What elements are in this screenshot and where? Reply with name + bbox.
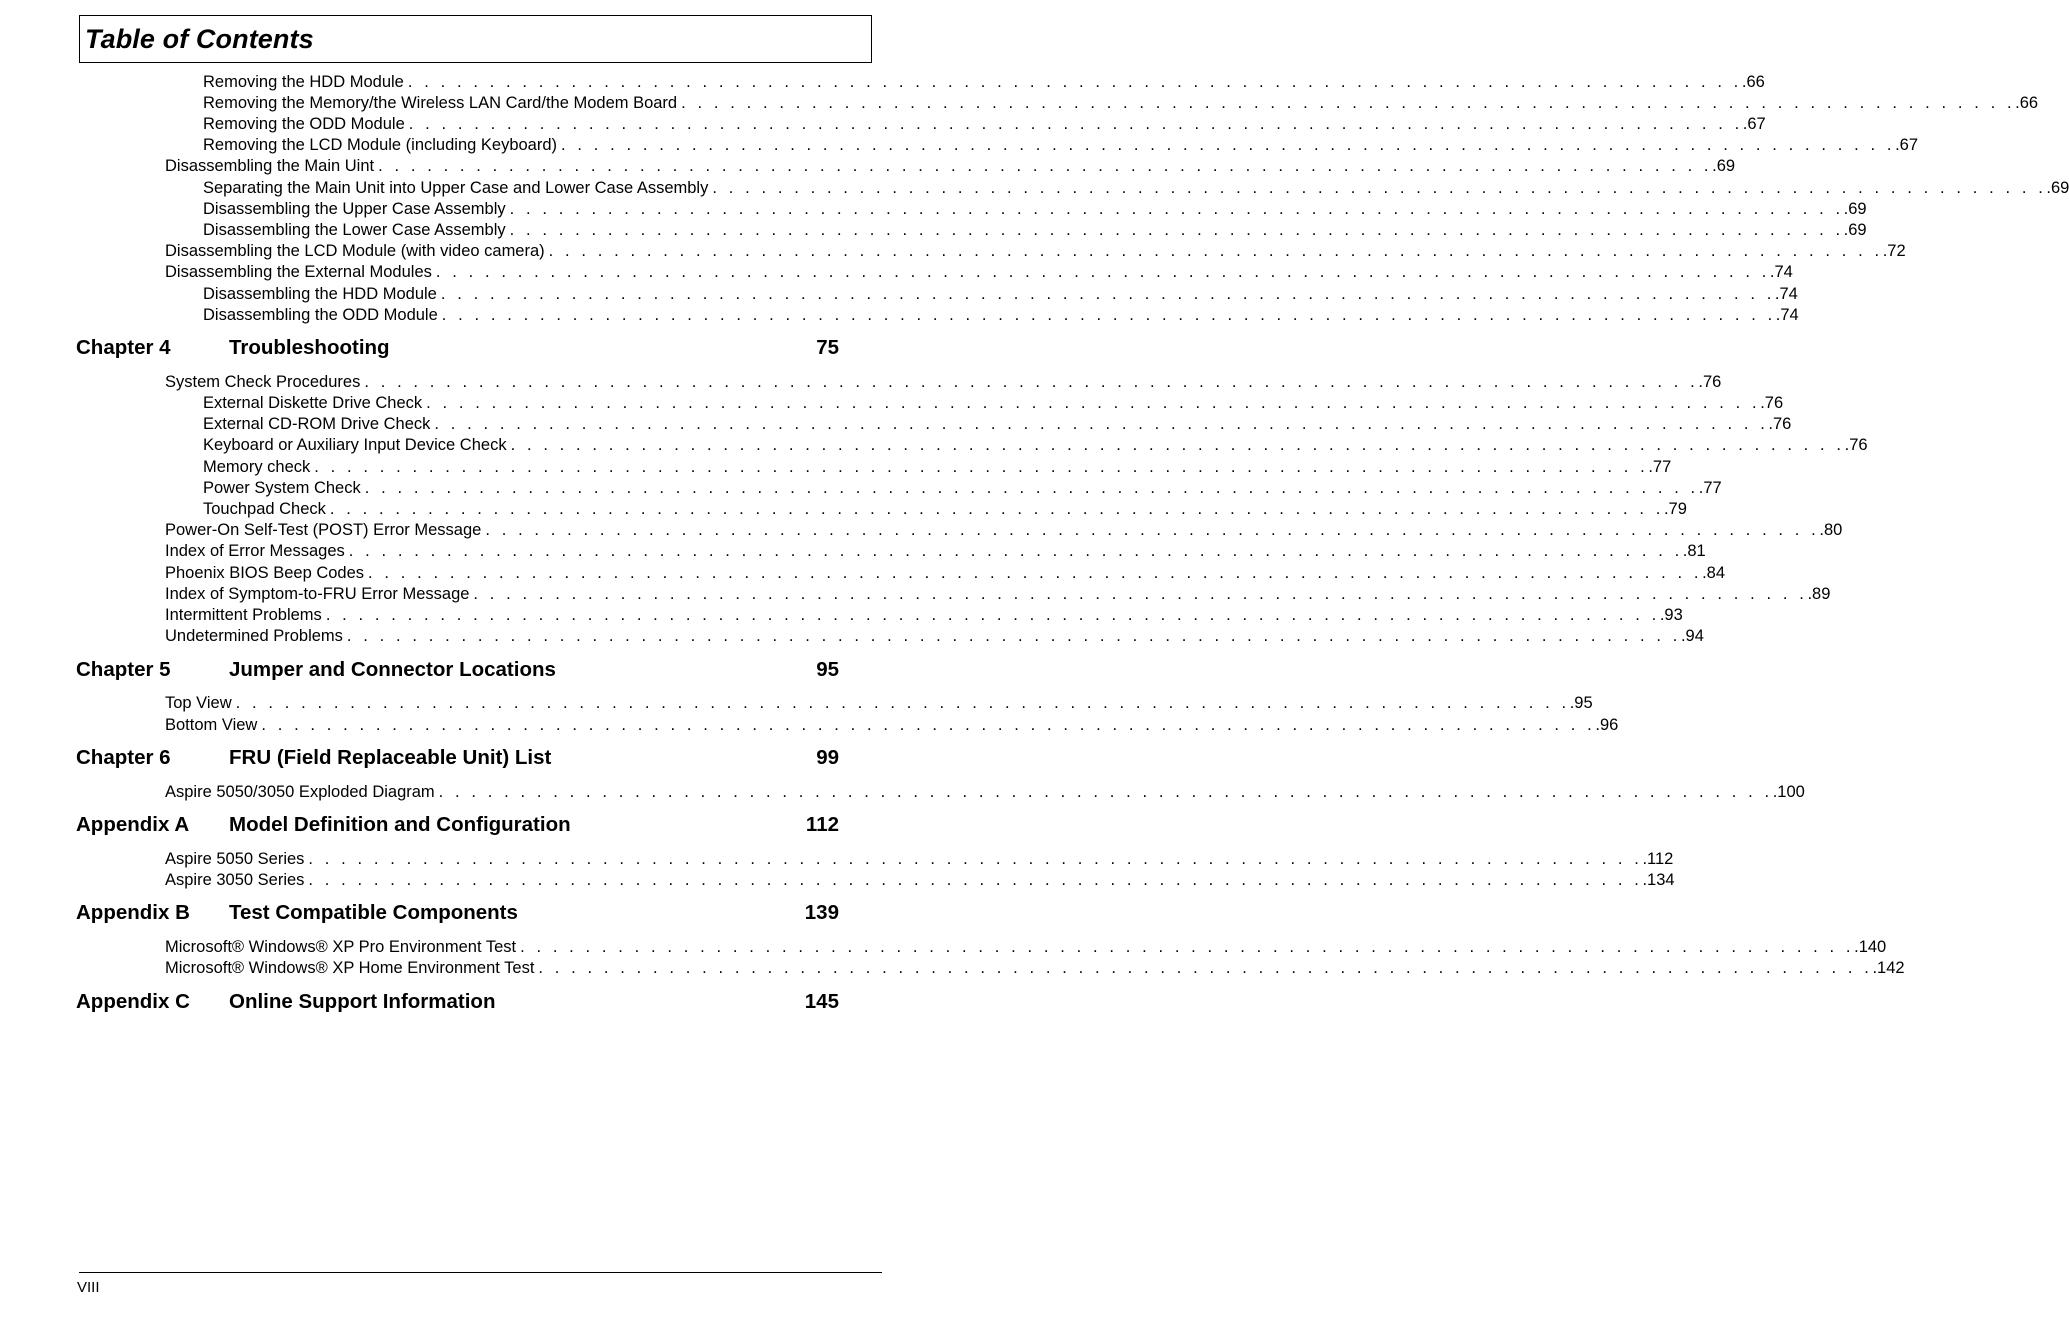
toc-chapter-heading[interactable] bbox=[76, 901, 839, 927]
chapter-number: Appendix A bbox=[76, 813, 190, 836]
toc-entry[interactable] bbox=[165, 626, 1704, 646]
toc-entry-page: .95 bbox=[1569, 694, 1593, 712]
toc-chapter-heading[interactable] bbox=[76, 336, 839, 362]
toc-entry-label: Index of Symptom-to-FRU Error Message bbox=[165, 585, 470, 603]
toc-entry[interactable] bbox=[203, 178, 2069, 198]
toc-entry-label: Index of Error Messages bbox=[165, 542, 345, 560]
toc-entry[interactable] bbox=[165, 372, 1722, 392]
toc-entry[interactable] bbox=[203, 414, 1792, 434]
toc-entry-label: Microsoft® Windows® XP Home Environment Test bbox=[165, 959, 535, 977]
toc-chapter-heading[interactable] bbox=[76, 990, 839, 1016]
toc-entry[interactable] bbox=[203, 135, 1918, 155]
toc-entry-page: .96 bbox=[1595, 716, 1619, 734]
toc-entry-label: External CD-ROM Drive Check bbox=[203, 415, 431, 433]
dot-leader: . . . . . . . . . . . . . . . . . . . . . . . . . . . . . . . . . . . . . . . . . . . . . . . . . . . . . . . . . . . . . . . . . . . . . . . . . . . . . . . . . . bbox=[348, 542, 1683, 560]
toc-chapter-heading[interactable] bbox=[76, 746, 839, 772]
chapter-title: Jumper and Connector Locations bbox=[229, 658, 556, 681]
toc-entry-page: .76 bbox=[1698, 373, 1722, 391]
toc-entry-label: Disassembling the Lower Case Assembly bbox=[203, 221, 506, 239]
toc-entry-label: Power-On Self-Test (POST) Error Message bbox=[165, 521, 482, 539]
chapter-title: Model Definition and Configuration bbox=[229, 813, 571, 836]
toc-chapter-heading[interactable] bbox=[76, 813, 839, 839]
chapter-page: 95 bbox=[816, 658, 839, 681]
chapter-page: 112 bbox=[805, 813, 839, 836]
toc-entry-label: System Check Procedures bbox=[165, 373, 361, 391]
toc-entry[interactable] bbox=[165, 715, 1619, 735]
toc-entry-label: Separating the Main Unit into Upper Case and Lower Case Assembly bbox=[203, 179, 709, 197]
toc-entry-label: Disassembling the HDD Module bbox=[203, 285, 437, 303]
toc-entry-label: Removing the ODD Module bbox=[203, 115, 405, 133]
toc-entry-page: .69 bbox=[1843, 200, 1867, 218]
toc-entry[interactable] bbox=[203, 220, 1867, 240]
toc-entry-page: .81 bbox=[1682, 542, 1706, 560]
dot-leader: . . . . . . . . . . . . . . . . . . . . . . . . . . . . . . . . . . . . . . . . . . . . . . . . . . . . . . . . . . . . . . . . . . . . . . . . . . . . . . . . . . bbox=[261, 716, 1596, 734]
dot-leader: . . . . . . . . . . . . . . . . . . . . . . . . . . . . . . . . . . . . . . . . . . . . . . . . . . . . . . . . . . . . . . . . . . . . . . . . . . . . . . . . . . bbox=[426, 394, 1761, 412]
toc-entry[interactable] bbox=[165, 241, 1906, 261]
toc-entry-label: Keyboard or Auxiliary Input Device Check bbox=[203, 436, 507, 454]
toc-entry-label: Disassembling the Upper Case Assembly bbox=[203, 200, 506, 218]
chapter-title: Online Support Information bbox=[229, 990, 496, 1013]
toc-entry-page: .74 bbox=[1774, 285, 1798, 303]
chapter-number: Chapter 6 bbox=[76, 746, 171, 769]
toc-entry-page: .79 bbox=[1663, 500, 1687, 518]
toc-entry-label: Disassembling the Main Uint bbox=[165, 157, 375, 175]
toc-entry-page: .67 bbox=[1742, 115, 1766, 133]
dot-leader: . . . . . . . . . . . . . . . . . . . . . . . . . . . . . . . . . . . . . . . . . . . . . . . . . . . . . . . . . . . . . . . . . . . . . . . . . . . . . . . . . . bbox=[712, 179, 2047, 197]
chapter-page: 75 bbox=[816, 336, 839, 359]
toc-entry-label: Aspire 3050 Series bbox=[165, 871, 305, 889]
dot-leader: . . . . . . . . . . . . . . . . . . . . . . . . . . . . . . . . . . . . . . . . . . . . . . . . . . . . . . . . . . . . . . . . . . . . . . . . . . . . . . . . . . bbox=[364, 373, 1699, 391]
toc-entry[interactable] bbox=[165, 541, 1706, 561]
toc-entry-label: Microsoft® Windows® XP Pro Environment Test bbox=[165, 938, 517, 956]
toc-entry-label: Top View bbox=[165, 694, 232, 712]
toc-entry[interactable] bbox=[165, 262, 1793, 282]
toc-entry-page: .80 bbox=[1819, 521, 1843, 539]
toc-entry-label: Aspire 5050 Series bbox=[165, 850, 305, 868]
toc-entry-label: Power System Check bbox=[203, 479, 361, 497]
toc-entry[interactable] bbox=[165, 520, 1843, 540]
toc-entry-page: .76 bbox=[1760, 394, 1784, 412]
toc-entry-page: .140 bbox=[1854, 938, 1887, 956]
chapter-title: Test Compatible Components bbox=[229, 901, 518, 924]
toc-entry[interactable] bbox=[203, 114, 1766, 134]
toc-entry[interactable] bbox=[165, 937, 1887, 957]
chapter-number: Appendix B bbox=[76, 901, 190, 924]
toc-entry-page: .69 bbox=[1712, 157, 1736, 175]
dot-leader: . . . . . . . . . . . . . . . . . . . . . . . . . . . . . . . . . . . . . . . . . . . . . . . . . . . . . . . . . . . . . . . . . . . . . . . . . . . . . . . . . . bbox=[378, 157, 1713, 175]
dot-leader: . . . . . . . . . . . . . . . . . . . . . . . . . . . . . . . . . . . . . . . . . . . . . . . . . . . . . . . . . . . . . . . . . . . . . . . . . . . . . . . . . . bbox=[681, 94, 2016, 112]
chapter-number: Chapter 5 bbox=[76, 658, 171, 681]
toc-entry-page: .72 bbox=[1882, 242, 1906, 260]
toc-entry-page: .76 bbox=[1844, 436, 1868, 454]
toc-entry[interactable] bbox=[203, 478, 1722, 498]
toc-entry-label: Aspire 5050/3050 Exploded Diagram bbox=[165, 783, 435, 801]
toc-entry-page: .74 bbox=[1769, 263, 1793, 281]
toc-entry[interactable] bbox=[203, 499, 1687, 519]
toc-entry-page: .112 bbox=[1642, 850, 1674, 868]
toc-entry-page: .69 bbox=[2046, 179, 2069, 197]
toc-entry-label: External Diskette Drive Check bbox=[203, 394, 423, 412]
chapter-page: 139 bbox=[804, 901, 839, 924]
toc-entry[interactable] bbox=[165, 563, 1726, 583]
chapter-page: 145 bbox=[804, 990, 839, 1013]
chapter-page: 99 bbox=[816, 746, 839, 769]
dot-leader: . . . . . . . . . . . . . . . . . . . . . . . . . . . . . . . . . . . . . . . . . . . . . . . . . . . . . . . . . . . . . . . . . . . . . . . . . . . . . . . . . . bbox=[325, 606, 1660, 624]
toc-entry-label: Undetermined Problems bbox=[165, 627, 343, 645]
dot-leader: . . . . . . . . . . . . . . . . . . . . . . . . . . . . . . . . . . . . . . . . . . . . . . . . . . . . . . . . . . . . . . . . . . . . . . . . . . . . . . . . . . bbox=[346, 627, 1681, 645]
toc-entry-label: Intermittent Problems bbox=[165, 606, 322, 624]
dot-leader: . . . . . . . . . . . . . . . . . . . . . . . . . . . . . . . . . . . . . . . . . . . . . . . . . . . . . . . . . . . . . . . . . . . . . . . . . . . . . . . . . . bbox=[308, 850, 1643, 868]
toc-entry[interactable] bbox=[165, 870, 1675, 890]
toc-entry-page: .100 bbox=[1772, 783, 1805, 801]
toc-entry[interactable] bbox=[203, 435, 1868, 455]
page-title: Table of Contents bbox=[85, 24, 314, 54]
toc-entry-page: .77 bbox=[1648, 458, 1672, 476]
dot-leader: . . . . . . . . . . . . . . . . . . . . . . . . . . . . . . . . . . . . . . . . . . . . . . . . . . . . . . . . . . . . . . . . . . . . . . . . . . . . . . . . . . bbox=[520, 938, 1855, 956]
toc-entry-page: .76 bbox=[1768, 415, 1792, 433]
toc-entry-label: Phoenix BIOS Beep Codes bbox=[165, 564, 365, 582]
toc-entry-label: Disassembling the ODD Module bbox=[203, 306, 438, 324]
toc-entry-label: Removing the LCD Module (including Keyboard) bbox=[203, 136, 558, 154]
dot-leader: . . . . . . . . . . . . . . . . . . . . . . . . . . . . . . . . . . . . . . . . . . . . . . . . . . . . . . . . . . . . . . . . . . . . . . . . . . . . . . . . . . bbox=[408, 115, 1743, 133]
toc-entry-label: Disassembling the LCD Module (with video camera) bbox=[165, 242, 545, 260]
chapter-number: Chapter 4 bbox=[76, 336, 171, 359]
toc-entry-page: .74 bbox=[1775, 306, 1799, 324]
toc-entry[interactable] bbox=[165, 958, 1905, 978]
toc-entry-label: Removing the Memory/the Wireless LAN Card/the Modem Board bbox=[203, 94, 678, 112]
dot-leader: . . . . . . . . . . . . . . . . . . . . . . . . . . . . . . . . . . . . . . . . . . . . . . . . . . . . . . . . . . . . . . . . . . . . . . . . . . . . . . . . . . bbox=[538, 959, 1873, 977]
toc-entry[interactable] bbox=[165, 584, 1831, 604]
toc-entry[interactable] bbox=[165, 693, 1593, 713]
toc-entry[interactable] bbox=[165, 849, 1674, 869]
dot-leader: . . . . . . . . . . . . . . . . . . . . . . . . . . . . . . . . . . . . . . . . . . . . . . . . . . . . . . . . . . . . . . . . . . . . . . . . . . . . . . . . . . bbox=[407, 73, 1742, 91]
toc-entry-page: .89 bbox=[1807, 585, 1831, 603]
toc-entry[interactable] bbox=[203, 284, 1798, 304]
footer-page-number: VIII bbox=[77, 1279, 100, 1296]
toc-title-box bbox=[79, 15, 872, 63]
toc-entry-label: Memory check bbox=[203, 458, 311, 476]
dot-leader: . . . . . . . . . . . . . . . . . . . . . . . . . . . . . . . . . . . . . . . . . . . . . . . . . . . . . . . . . . . . . . . . . . . . . . . . . . . . . . . . . . bbox=[548, 242, 1883, 260]
chapter-title: FRU (Field Replaceable Unit) List bbox=[229, 746, 552, 769]
toc-entry-label: Disassembling the External Modules bbox=[165, 263, 432, 281]
dot-leader: . . . . . . . . . . . . . . . . . . . . . . . . . . . . . . . . . . . . . . . . . . . . . . . . . . . . . . . . . . . . . . . . . . . . . . . . . . . . . . . . . . bbox=[364, 479, 1699, 497]
toc-entry-page: .67 bbox=[1895, 136, 1918, 154]
toc-entry-page: .134 bbox=[1642, 871, 1675, 889]
toc-entry-page: .66 bbox=[1741, 73, 1765, 91]
dot-leader: . . . . . . . . . . . . . . . . . . . . . . . . . . . . . . . . . . . . . . . . . . . . . . . . . . . . . . . . . . . . . . . . . . . . . . . . . . . . . . . . . . bbox=[314, 458, 1649, 476]
toc-entry[interactable] bbox=[165, 605, 1683, 625]
dot-leader: . . . . . . . . . . . . . . . . . . . . . . . . . . . . . . . . . . . . . . . . . . . . . . . . . . . . . . . . . . . . . . . . . . . . . . . . . . . . . . . . . . bbox=[440, 285, 1775, 303]
toc-chapter-heading[interactable] bbox=[76, 658, 839, 684]
dot-leader: . . . . . . . . . . . . . . . . . . . . . . . . . . . . . . . . . . . . . . . . . . . . . . . . . . . . . . . . . . . . . . . . . . . . . . . . . . . . . . . . . . bbox=[485, 521, 1820, 539]
toc-entry[interactable] bbox=[203, 93, 2039, 113]
chapter-number: Appendix C bbox=[76, 990, 190, 1013]
dot-leader: . . . . . . . . . . . . . . . . . . . . . . . . . . . . . . . . . . . . . . . . . . . . . . . . . . . . . . . . . . . . . . . . . . . . . . . . . . . . . . . . . . bbox=[435, 263, 1770, 281]
toc-entry-page: .84 bbox=[1702, 564, 1726, 582]
dot-leader: . . . . . . . . . . . . . . . . . . . . . . . . . . . . . . . . . . . . . . . . . . . . . . . . . . . . . . . . . . . . . . . . . . . . . . . . . . . . . . . . . . bbox=[329, 500, 1664, 518]
toc-entry[interactable] bbox=[165, 782, 1805, 802]
toc-entry-page: .66 bbox=[2015, 94, 2039, 112]
toc-entry-page: .94 bbox=[1680, 627, 1704, 645]
dot-leader: . . . . . . . . . . . . . . . . . . . . . . . . . . . . . . . . . . . . . . . . . . . . . . . . . . . . . . . . . . . . . . . . . . . . . . . . . . . . . . . . . . bbox=[509, 221, 1844, 239]
toc-entry[interactable] bbox=[203, 72, 1765, 92]
dot-leader: . . . . . . . . . . . . . . . . . . . . . . . . . . . . . . . . . . . . . . . . . . . . . . . . . . . . . . . . . . . . . . . . . . . . . . . . . . . . . . . . . . bbox=[368, 564, 1703, 582]
toc-entry[interactable] bbox=[203, 393, 1784, 413]
toc-entry-page: .93 bbox=[1659, 606, 1683, 624]
dot-leader: . . . . . . . . . . . . . . . . . . . . . . . . . . . . . . . . . . . . . . . . . . . . . . . . . . . . . . . . . . . . . . . . . . . . . . . . . . . . . . . . . . bbox=[438, 783, 1773, 801]
toc-entry-label: Bottom View bbox=[165, 716, 258, 734]
dot-leader: . . . . . . . . . . . . . . . . . . . . . . . . . . . . . . . . . . . . . . . . . . . . . . . . . . . . . . . . . . . . . . . . . . . . . . . . . . . . . . . . . . bbox=[235, 694, 1570, 712]
dot-leader: . . . . . . . . . . . . . . . . . . . . . . . . . . . . . . . . . . . . . . . . . . . . . . . . . . . . . . . . . . . . . . . . . . . . . . . . . . . . . . . . . . bbox=[510, 436, 1845, 454]
toc-entry[interactable] bbox=[203, 457, 1672, 477]
dot-leader: . . . . . . . . . . . . . . . . . . . . . . . . . . . . . . . . . . . . . . . . . . . . . . . . . . . . . . . . . . . . . . . . . . . . . . . . . . . . . . . . . . bbox=[308, 871, 1643, 889]
dot-leader: . . . . . . . . . . . . . . . . . . . . . . . . . . . . . . . . . . . . . . . . . . . . . . . . . . . . . . . . . . . . . . . . . . . . . . . . . . . . . . . . . . bbox=[509, 200, 1844, 218]
toc-entry[interactable] bbox=[203, 305, 1799, 325]
footer-rule bbox=[79, 1272, 882, 1273]
chapter-title: Troubleshooting bbox=[229, 336, 390, 359]
toc-entry-page: .69 bbox=[1843, 221, 1867, 239]
toc-entry-label: Removing the HDD Module bbox=[203, 73, 404, 91]
toc-entry-label: Touchpad Check bbox=[203, 500, 326, 518]
dot-leader: . . . . . . . . . . . . . . . . . . . . . . . . . . . . . . . . . . . . . . . . . . . . . . . . . . . . . . . . . . . . . . . . . . . . . . . . . . . . . . . . . . bbox=[473, 585, 1808, 603]
dot-leader: . . . . . . . . . . . . . . . . . . . . . . . . . . . . . . . . . . . . . . . . . . . . . . . . . . . . . . . . . . . . . . . . . . . . . . . . . . . . . . . . . . bbox=[441, 306, 1776, 324]
toc-entry-page: .142 bbox=[1872, 959, 1905, 977]
toc-entry[interactable] bbox=[203, 199, 1867, 219]
toc-entry[interactable] bbox=[165, 156, 1736, 176]
toc-entry-page: .77 bbox=[1698, 479, 1722, 497]
dot-leader: . . . . . . . . . . . . . . . . . . . . . . . . . . . . . . . . . . . . . . . . . . . . . . . . . . . . . . . . . . . . . . . . . . . . . . . . . . . . . . . . . . bbox=[561, 136, 1896, 154]
dot-leader: . . . . . . . . . . . . . . . . . . . . . . . . . . . . . . . . . . . . . . . . . . . . . . . . . . . . . . . . . . . . . . . . . . . . . . . . . . . . . . . . . . bbox=[434, 415, 1769, 433]
